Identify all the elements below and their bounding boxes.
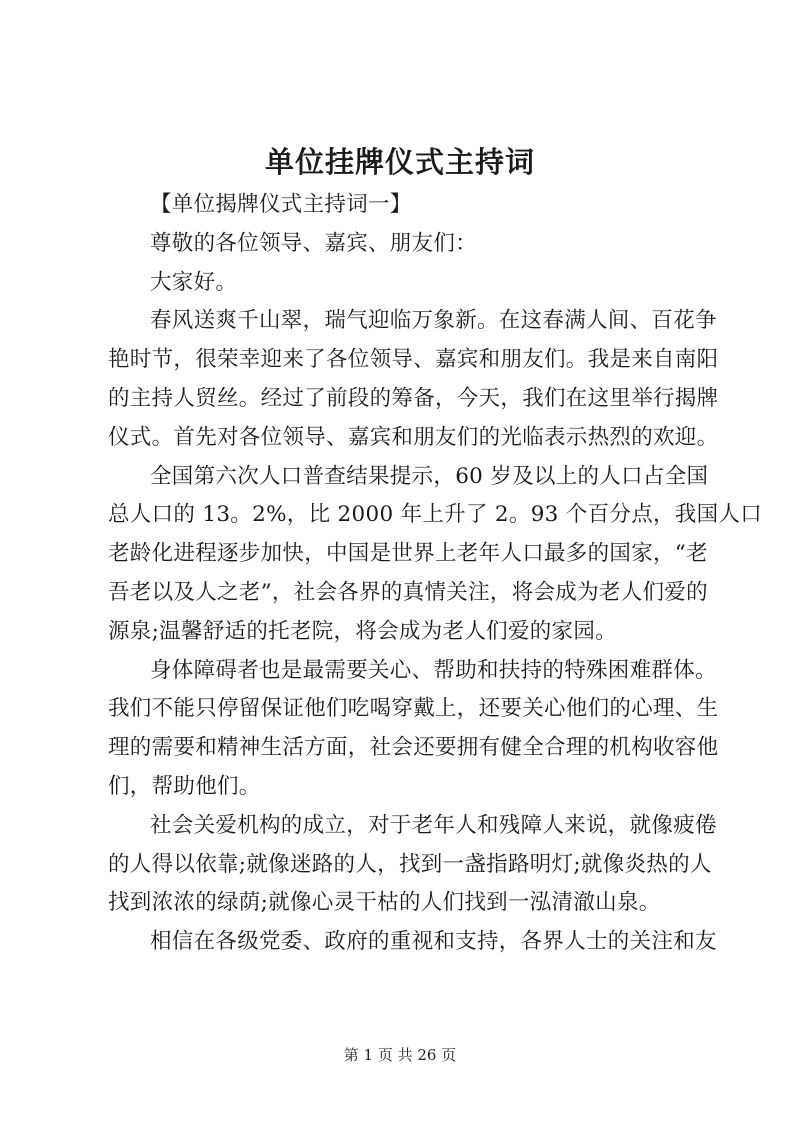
document-title: 单位挂牌仪式主持词 — [264, 145, 535, 179]
text-line: 尊敬的各位领导、嘉宾、朋友们： — [150, 230, 478, 256]
text-line: 春风送爽千山翠，瑞气迎临万象新。在这春满人间、百花争 — [150, 308, 717, 334]
page-footer: 第 1 页 共 26 页 — [343, 1046, 457, 1064]
text-line: 的人得以依靠;就像迷路的人，找到一盏指路明灯;就像炎热的人 — [108, 851, 712, 877]
text-line: 老龄化进程逐步加快，中国是世界上老年人口最多的国家，“老 — [108, 541, 708, 567]
text-line: 大家好。 — [150, 269, 238, 295]
text-line: 艳时节，很荣幸迎来了各位领导、嘉宾和朋友们。我是来自南阳 — [108, 347, 719, 373]
text-line: 社会关爱机构的成立，对于老年人和残障人来说，就像疲倦 — [150, 812, 717, 838]
text-line: 理的需要和精神生活方面，社会还要拥有健全合理的机构收容他 — [108, 735, 719, 761]
text-line: 们，帮助他们。 — [108, 773, 261, 799]
text-line: 【单位揭牌仪式主持词一】 — [150, 192, 412, 217]
text-line: 吾老以及人之老”，社会各界的真情关注，将会成为老人们爱的 — [108, 579, 708, 605]
text-line: 总人口的 13。2%，比 2000 年上升了 2。93 个百分点，我国人口 — [108, 502, 762, 528]
document-body — [108, 186, 762, 962]
text-line: 我们不能只停留保证他们吃喝穿戴上，还要关心他们的心理、生 — [108, 696, 719, 722]
text-line: 找到浓浓的绿荫;就像心灵干枯的人们找到一泓清澈山泉。 — [108, 890, 661, 916]
text-line: 相信在各级党委、政府的重视和支持，各界人士的关注和友 — [150, 929, 717, 955]
text-line: 源泉;温馨舒适的托老院，将会成为老人们爱的家园。 — [108, 618, 617, 644]
text-line: 全国第六次人口普查结果提示，60 岁及以上的人口占全国 — [150, 463, 709, 489]
text-line: 的主持人贸丝。经过了前段的筹备，今天，我们在这里举行揭牌 — [108, 385, 719, 411]
text-line: 身体障碍者也是最需要关心、帮助和扶持的特殊困难群体。 — [150, 657, 717, 683]
text-line: 仪式。首先对各位领导、嘉宾和朋友们的光临表示热烈的欢迎。 — [108, 424, 719, 450]
